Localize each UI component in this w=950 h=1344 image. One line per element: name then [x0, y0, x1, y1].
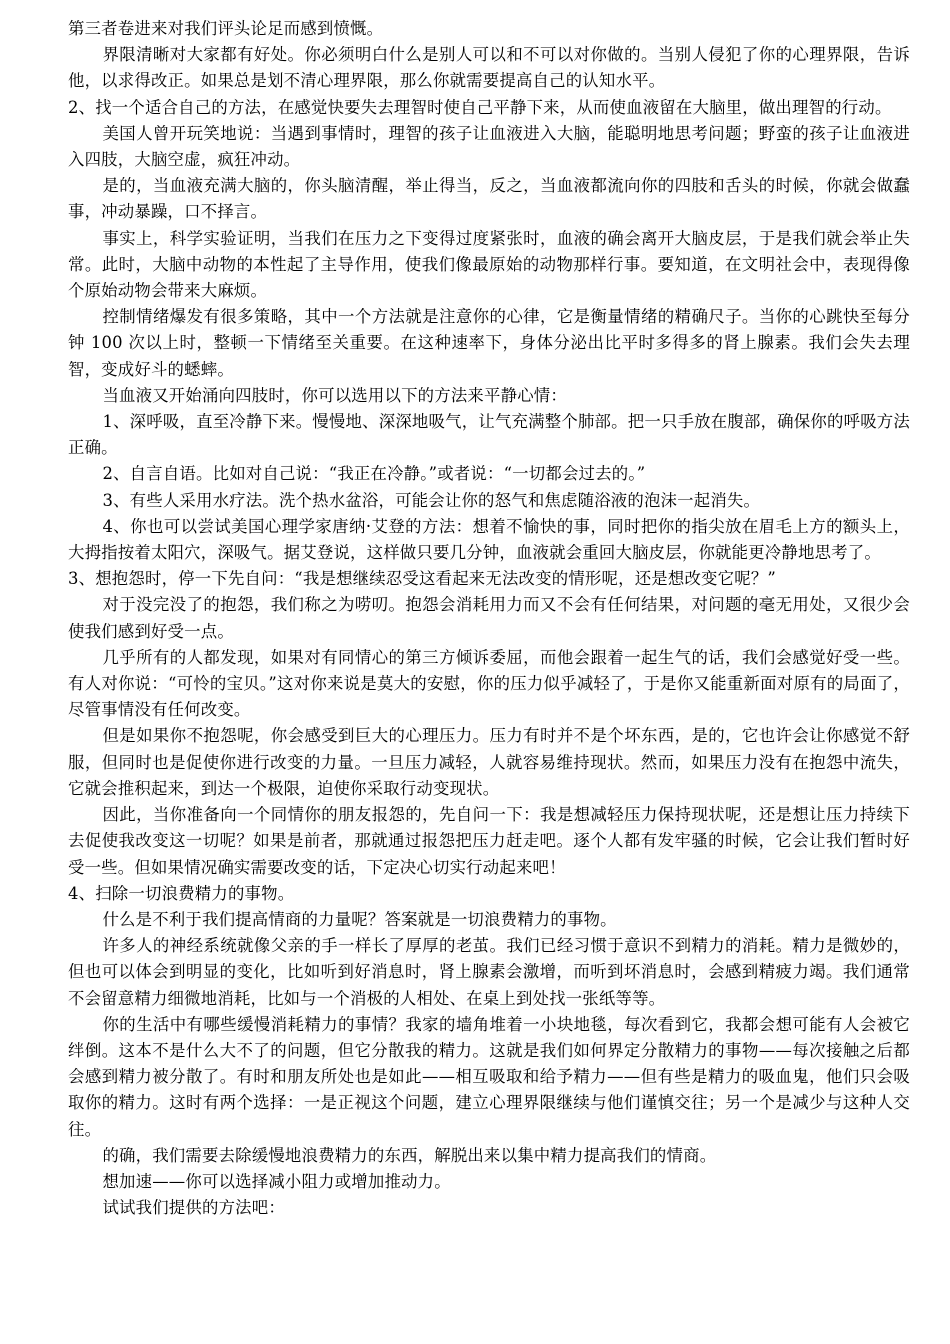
list-item: 3、有些人采用水疗法。洗个热水盆浴，可能会让你的怒气和焦虑随浴液的泡沫一起消失。 [102, 490, 761, 510]
paragraph: 许多人的神经系统就像父亲的手一样长了厚厚的老茧。我们已经习惯于意识不到精力的消耗。精力是微妙的，但也可以体会到明显的变化，比如听到好消息时，肾上腺素会激增，而听到坏消息时，会感到精疲力竭。我们通常不会留意精力细微地消耗，比如与一个消极的人相处、在桌上到处找一张纸等等。 [68, 936, 910, 1008]
paragraph: 想加速——你可以选择减小阻力或增加推动力。 [102, 1171, 451, 1191]
section-heading: 3、想抱怨时，停一下先自问：“我是想继续忍受这看起来无法改变的情形呢，还是想改变它呢？” [68, 569, 776, 589]
paragraph: 当血液又开始涌向四肢时，你可以选用以下的方法来平静心情： [102, 385, 567, 405]
paragraph: 几乎所有的人都发现，如果对有同情心的第三方倾诉委屈，而他会跟着一起生气的话，我们会感觉好受一些。有人对你说：“可怜的宝贝。”这对你来说是莫大的安慰，你的压力似乎减轻了，于是你又能重新面对原有的局面了，尽管事情没有任何改变。 [68, 647, 910, 720]
paragraph: 界限清晰对大家都有好处。你必须明白什么是别人可以和不可以对你做的。当别人侵犯了你的心理界限，告诉他，以求得改正。如果总是划不清心理界限，那么你就需要提高自己的认知水平。 [68, 45, 910, 91]
paragraph: 第三者卷进来对我们评头论足而感到愤慨。 [68, 19, 384, 38]
list-item: 2、自言自语。比如对自己说：“我正在冷静。”或者说：“一切都会过去的。” [102, 464, 646, 484]
section-heading: 2、找一个适合自己的方法，在感觉快要失去理智时使自己平静下来，从而使血液留在大脑里，做出理智的行动。 [68, 97, 892, 117]
paragraph: 控制情绪爆发有很多策略，其中一个方法就是注意你的心律，它是衡量情绪的精确尺子。当你的心跳快至每分钟 100 次以上时，整顿一下情绪至关重要。在这种速率下，身体分泌出比平时多得多的肾上腺素。我们会失去理智，变成好斗的蟋蟀。 [68, 307, 910, 379]
paragraph: 因此，当你准备向一个同情你的朋友报怨的，先自问一下：我是想减轻压力保持现状呢，还是想让压力持续下去促使我改变这一切呢？如果是前者，那就通过报怨把压力赶走吧。逐个人都有发牢骚的时候，它会让我们暂时好受一些。但如果情况确实需要改变的话，下定决心切实行动起来吧！ [68, 805, 910, 877]
paragraph: 你的生活中有哪些缓慢消耗精力的事情？我家的墙角堆着一小块地毯，每次看到它，我都会想可能有人会被它绊倒。这本不是什么大不了的问题，但它分散我的精力。这就是我们如何界定分散精力的事物——每次接触之后都会感到精力被分散了。有时和朋友所处也是如此——相互吸取和给予精力——但有些是精力的吸血鬼，他们只会吸取你的精力。这时有两个选择：一是正视这个问题，建立心理界限继续与他们谨慎交往；另一个是减少与这种人交往。 [68, 1014, 910, 1139]
paragraph: 但是如果你不抱怨呢，你会感受到巨大的心理压力。压力有时并不是个坏东西，是的，它也许会让你感觉不舒服，但同时也是促使你进行改变的力量。一旦压力减轻，人就容易维持现状。然而，如果压力没有在抱怨中流失，它就会推积起来，到达一个极限，迫使你采取行动变现状。 [68, 726, 910, 798]
paragraph: 对于没完没了的抱怨，我们称之为唠叨。抱怨会消耗用力而又不会有任何结果，对问题的毫无用处，又很少会使我们感到好受一点。 [68, 595, 910, 641]
section-heading: 4、扫除一切浪费精力的事物。 [68, 883, 295, 903]
paragraph: 什么是不利于我们提高情商的力量呢？答案就是一切浪费精力的事物。 [102, 909, 617, 929]
paragraph: 美国人曾开玩笑地说：当遇到事情时，理智的孩子让血液进入大脑，能聪明地思考问题；野蛮的孩子让血液进入四肢，大脑空虚，疯狂冲动。 [68, 123, 910, 170]
paragraph: 试试我们提供的方法吧： [102, 1198, 285, 1218]
list-item: 4、你也可以尝试美国心理学家唐纳·艾登的方法：想着不愉快的事，同时把你的指尖放在眉毛上方的额头上，大拇指按着太阳穴，深吸气。据艾登说，这样做只要几分钟，血液就会重回大脑皮层，你就能更冷静地思考了。 [68, 516, 910, 563]
paragraph: 的确，我们需要去除缓慢地浪费精力的东西，解脱出来以集中精力提高我们的情商。 [102, 1145, 717, 1165]
list-item: 1、深呼吸，直至冷静下来。慢慢地、深深地吸气，让气充满整个肺部。把一只手放在腹部，确保你的呼吸方法正确。 [68, 412, 910, 458]
paragraph: 是的，当血液充满大脑的，你头脑清醒，举止得当，反之，当血液都流向你的四肢和舌头的时候，你就会做蠢事，冲动暴躁，口不择言。 [68, 176, 910, 222]
paragraph: 事实上，科学实验证明，当我们在压力之下变得过度紧张时，血液的确会离开大脑皮层，于是我们就会举止失常。此时，大脑中动物的本性起了主导作用，使我们像最原始的动物那样行事。要知道，在文明社会中，表现得像个原始动物会带来大麻烦。 [68, 228, 910, 301]
